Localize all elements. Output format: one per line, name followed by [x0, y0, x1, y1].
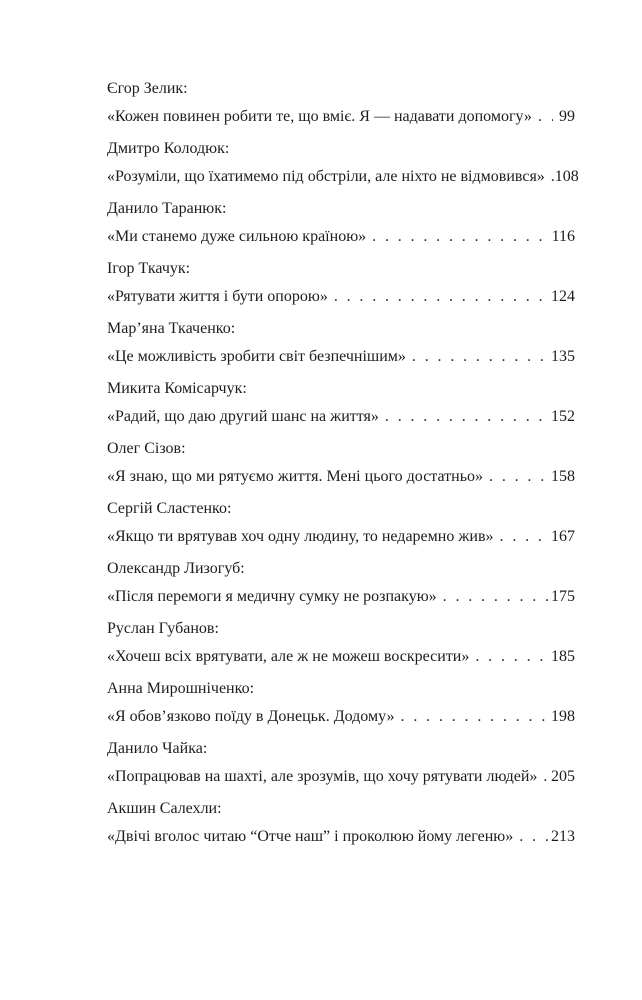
entry-line	[107, 347, 575, 367]
entry-quote: «Кожен повинен робити те, що вміє. Я — надавати допомогу»	[107, 108, 532, 125]
entry-author: Дмитро Колодюк:	[107, 140, 230, 157]
entry-page-number: 167	[551, 528, 575, 545]
dot-leader	[395, 707, 551, 727]
entry-page-number: 116	[551, 228, 575, 245]
entry-author: Данило Таранюк:	[107, 200, 227, 217]
entry-quote: «Розуміли, що їхатимемо під обстріли, але ніхто не відмовився»	[107, 168, 545, 185]
entry-line	[107, 167, 579, 187]
entry-line	[107, 287, 575, 307]
entry-author: Акшин Салехли:	[107, 800, 222, 817]
entry-quote: «Двічі вголос читаю “Отче наш” і проколюю йому легеню»	[107, 828, 514, 845]
toc-entry	[107, 256, 575, 316]
dot-leader	[537, 767, 551, 787]
entry-line	[107, 587, 575, 607]
entry-author: Руслан Губанов:	[107, 620, 219, 637]
entry-quote: «Рятувати життя і бути опорою»	[107, 288, 328, 305]
entry-line	[107, 407, 575, 427]
entry-quote: «Радий, що даю другий шанс на життя»	[107, 408, 379, 425]
toc-entry	[107, 676, 575, 736]
entry-page-number: 205	[551, 768, 575, 785]
entry-line	[107, 827, 575, 847]
entry-line	[107, 647, 575, 667]
toc-entry	[107, 556, 575, 616]
entry-quote: «Ми станемо дуже сильною країною»	[107, 228, 367, 245]
toc-entry	[107, 736, 575, 796]
toc-entry	[107, 436, 575, 496]
dot-leader	[545, 167, 555, 187]
entry-quote: «Попрацював на шахті, але зрозумів, що хочу рятувати людей»	[107, 768, 538, 785]
dot-leader	[494, 527, 551, 547]
entry-author: Данило Чайка:	[107, 740, 208, 757]
entry-page-number: 152	[551, 408, 575, 425]
entry-author: Микита Комісарчук:	[107, 380, 247, 397]
entry-author: Єгор Зелик:	[107, 80, 188, 97]
entry-line	[107, 107, 575, 127]
entry-quote: «Хочеш всіх врятувати, але ж не можеш воскресити»	[107, 648, 470, 665]
dot-leader	[532, 107, 553, 127]
entry-author: Анна Мирошніченко:	[107, 680, 255, 697]
toc-entry	[107, 76, 575, 136]
toc-entry	[107, 796, 575, 856]
entry-quote: «Це можливість зробити світ безпечнішим»	[107, 348, 406, 365]
entry-line	[107, 227, 575, 247]
entry-page-number: 99	[559, 108, 575, 125]
entry-page-number: 108	[554, 168, 579, 185]
entry-page-number: 124	[551, 288, 575, 305]
toc-entry	[107, 136, 579, 196]
dot-leader	[437, 587, 551, 607]
dot-leader	[483, 467, 551, 487]
table-of-contents	[107, 76, 579, 856]
toc-entry	[107, 496, 575, 556]
entry-quote: «Якщо ти врятував хоч одну людину, то недаремно жив»	[107, 528, 494, 545]
entry-quote: «Я обов’язково поїду в Донецьк. Додому»	[107, 708, 395, 725]
entry-author: Олег Сізов:	[107, 440, 186, 457]
toc-entry	[107, 316, 575, 376]
entry-author: Мар’яна Ткаченко:	[107, 320, 236, 337]
entry-page-number: 213	[551, 828, 575, 845]
entry-line	[107, 707, 575, 727]
entry-line	[107, 767, 575, 787]
dot-leader	[406, 347, 551, 367]
dot-leader	[469, 647, 551, 667]
entry-line	[107, 527, 575, 547]
toc-entry	[107, 616, 575, 676]
entry-page-number: 185	[551, 648, 575, 665]
entry-author: Олександр Лизогуб:	[107, 560, 245, 577]
toc-entry	[107, 376, 575, 436]
dot-leader	[513, 827, 551, 847]
entry-author: Сергій Сластенко:	[107, 500, 232, 517]
dot-leader	[328, 287, 551, 307]
entry-page-number: 175	[551, 588, 575, 605]
entry-page-number: 158	[551, 468, 575, 485]
dot-leader	[366, 227, 551, 247]
dot-leader	[379, 407, 551, 427]
entry-page-number: 198	[551, 708, 575, 725]
entry-author: Ігор Ткачук:	[107, 260, 191, 277]
toc-entry	[107, 196, 575, 256]
entry-line	[107, 467, 575, 487]
entry-quote: «Після перемоги я медичну сумку не розпакую»	[107, 588, 437, 605]
entry-quote: «Я знаю, що ми рятуємо життя. Мені цього достатньо»	[107, 468, 484, 485]
entry-page-number: 135	[551, 348, 575, 365]
